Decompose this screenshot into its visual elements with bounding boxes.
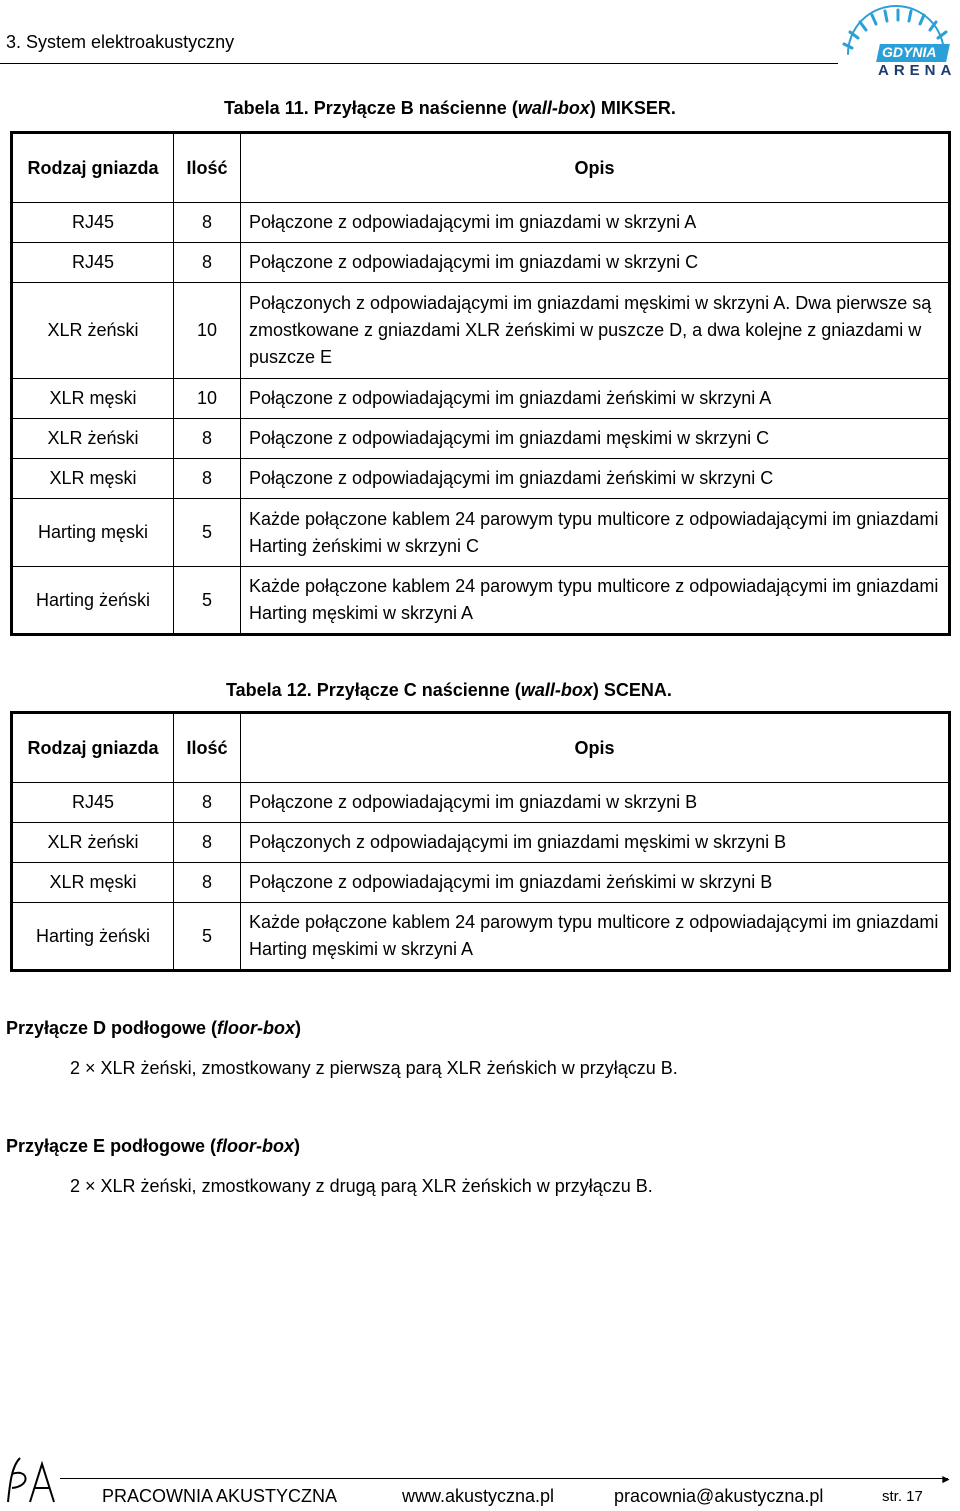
cell-type: XLR żeński bbox=[12, 419, 174, 459]
section-e-heading: Przyłącze E podłogowe (floor-box) bbox=[6, 1136, 301, 1156]
cell-type: XLR męski bbox=[12, 379, 174, 419]
cell-qty: 5 bbox=[174, 499, 241, 567]
cell-type: Harting żeński bbox=[12, 567, 174, 635]
footer-email-link[interactable]: pracownia@akustyczna.pl bbox=[614, 1486, 824, 1506]
table-row bbox=[12, 203, 950, 243]
table-row bbox=[12, 783, 950, 823]
table-row bbox=[12, 863, 950, 903]
cell-type: XLR żeński bbox=[12, 823, 174, 863]
cell-qty: 8 bbox=[174, 459, 241, 499]
cell-type: RJ45 bbox=[12, 783, 174, 823]
cell-qty: 8 bbox=[174, 823, 241, 863]
header-title: 3. System elektroakustyczny bbox=[6, 32, 235, 52]
section-e-body: 2 × XLR żeński, zmostkowany z drugą parą XLR żeńskich w przyłączu B. bbox=[70, 1176, 653, 1196]
cell-desc: Połączone z odpowiadającymi im gniazdami w skrzyni C bbox=[241, 243, 950, 283]
pa-logo bbox=[2, 1452, 60, 1506]
header-type: Rodzaj gniazda bbox=[12, 133, 174, 203]
gdynia-arena-logo bbox=[838, 4, 956, 80]
section-d-heading: Przyłącze D podłogowe (floor-box) bbox=[6, 1018, 302, 1038]
table-row bbox=[12, 283, 950, 379]
pa-logo-icon bbox=[2, 1452, 60, 1506]
cell-type: Harting męski bbox=[12, 499, 174, 567]
cell-qty: 8 bbox=[174, 419, 241, 459]
cell-qty: 8 bbox=[174, 243, 241, 283]
cell-qty: 5 bbox=[174, 567, 241, 635]
section-d-body: 2 × XLR żeński, zmostkowany z pierwszą parą XLR żeńskich w przyłączu B. bbox=[70, 1058, 678, 1078]
cell-desc: Połączonych z odpowiadającymi im gniazdami męskimi w skrzyni B bbox=[241, 823, 950, 863]
cell-desc: Połączone z odpowiadającymi im gniazdami żeńskimi w skrzyni B bbox=[241, 863, 950, 903]
table-row bbox=[12, 499, 950, 567]
header-divider bbox=[0, 63, 838, 64]
cell-qty: 10 bbox=[174, 283, 241, 379]
table-row bbox=[12, 459, 950, 499]
footer-website-link[interactable]: www.akustyczna.pl bbox=[402, 1486, 555, 1506]
cell-desc: Każde połączone kablem 24 parowym typu multicore z odpowiadającymi im gniazdami Harting męskimi w skrzyni A bbox=[241, 567, 950, 635]
cell-desc: Każde połączone kablem 24 parowym typu multicore z odpowiadającymi im gniazdami Harting żeńskimi w skrzyni C bbox=[241, 499, 950, 567]
table-row bbox=[12, 419, 950, 459]
cell-type: RJ45 bbox=[12, 203, 174, 243]
table-row bbox=[12, 243, 950, 283]
header-qty: Ilość bbox=[174, 133, 241, 203]
table12-caption: Tabela 12. Przyłącze C naścienne (wall-box) SCENA. bbox=[226, 680, 672, 700]
table12 bbox=[10, 711, 951, 972]
footer-divider bbox=[60, 1478, 948, 1479]
cell-desc: Połączone z odpowiadającymi im gniazdami męskimi w skrzyni C bbox=[241, 419, 950, 459]
table-header-row bbox=[12, 713, 950, 783]
cell-qty: 10 bbox=[174, 379, 241, 419]
table-row bbox=[12, 379, 950, 419]
cell-desc: Połączonych z odpowiadającymi im gniazdami męskimi w skrzyni A. Dwa pierwsze są zmostkowane z gniazdami XLR żeńskimi w puszcze D, a dwa kolejne z gniazdami w puszcze E bbox=[241, 283, 950, 379]
table-header-row bbox=[12, 133, 950, 203]
table11 bbox=[10, 131, 951, 636]
table-row bbox=[12, 567, 950, 635]
logo-word-arena: ARENA bbox=[878, 62, 957, 79]
cell-qty: 8 bbox=[174, 863, 241, 903]
cell-type: Harting żeński bbox=[12, 903, 174, 971]
cell-desc: Połączone z odpowiadającymi im gniazdami żeńskimi w skrzyni C bbox=[241, 459, 950, 499]
header-desc: Opis bbox=[241, 713, 950, 783]
cell-type: RJ45 bbox=[12, 243, 174, 283]
cell-desc: Połączone z odpowiadającymi im gniazdami w skrzyni B bbox=[241, 783, 950, 823]
cell-qty: 8 bbox=[174, 783, 241, 823]
logo-word-gdynia: GDYNIA bbox=[882, 44, 937, 60]
page-number: str. 17 bbox=[882, 1488, 923, 1505]
header-desc: Opis bbox=[241, 133, 950, 203]
header-type: Rodzaj gniazda bbox=[12, 713, 174, 783]
cell-desc: Połączone z odpowiadającymi im gniazdami w skrzyni A bbox=[241, 203, 950, 243]
cell-type: XLR męski bbox=[12, 459, 174, 499]
cell-type: XLR żeński bbox=[12, 283, 174, 379]
cell-qty: 8 bbox=[174, 203, 241, 243]
cell-type: XLR męski bbox=[12, 863, 174, 903]
footer-company: PRACOWNIA AKUSTYCZNA bbox=[102, 1486, 338, 1506]
cell-qty: 5 bbox=[174, 903, 241, 971]
footer-arrow-icon: ► bbox=[940, 1472, 952, 1486]
table-row bbox=[12, 903, 950, 971]
cell-desc: Połączone z odpowiadającymi im gniazdami żeńskimi w skrzyni A bbox=[241, 379, 950, 419]
cell-desc: Każde połączone kablem 24 parowym typu multicore z odpowiadającymi im gniazdami Harting męskimi w skrzyni A bbox=[241, 903, 950, 971]
table-row bbox=[12, 823, 950, 863]
header-qty: Ilość bbox=[174, 713, 241, 783]
table11-caption: Tabela 11. Przyłącze B naścienne (wall-box) MIKSER. bbox=[224, 98, 676, 118]
